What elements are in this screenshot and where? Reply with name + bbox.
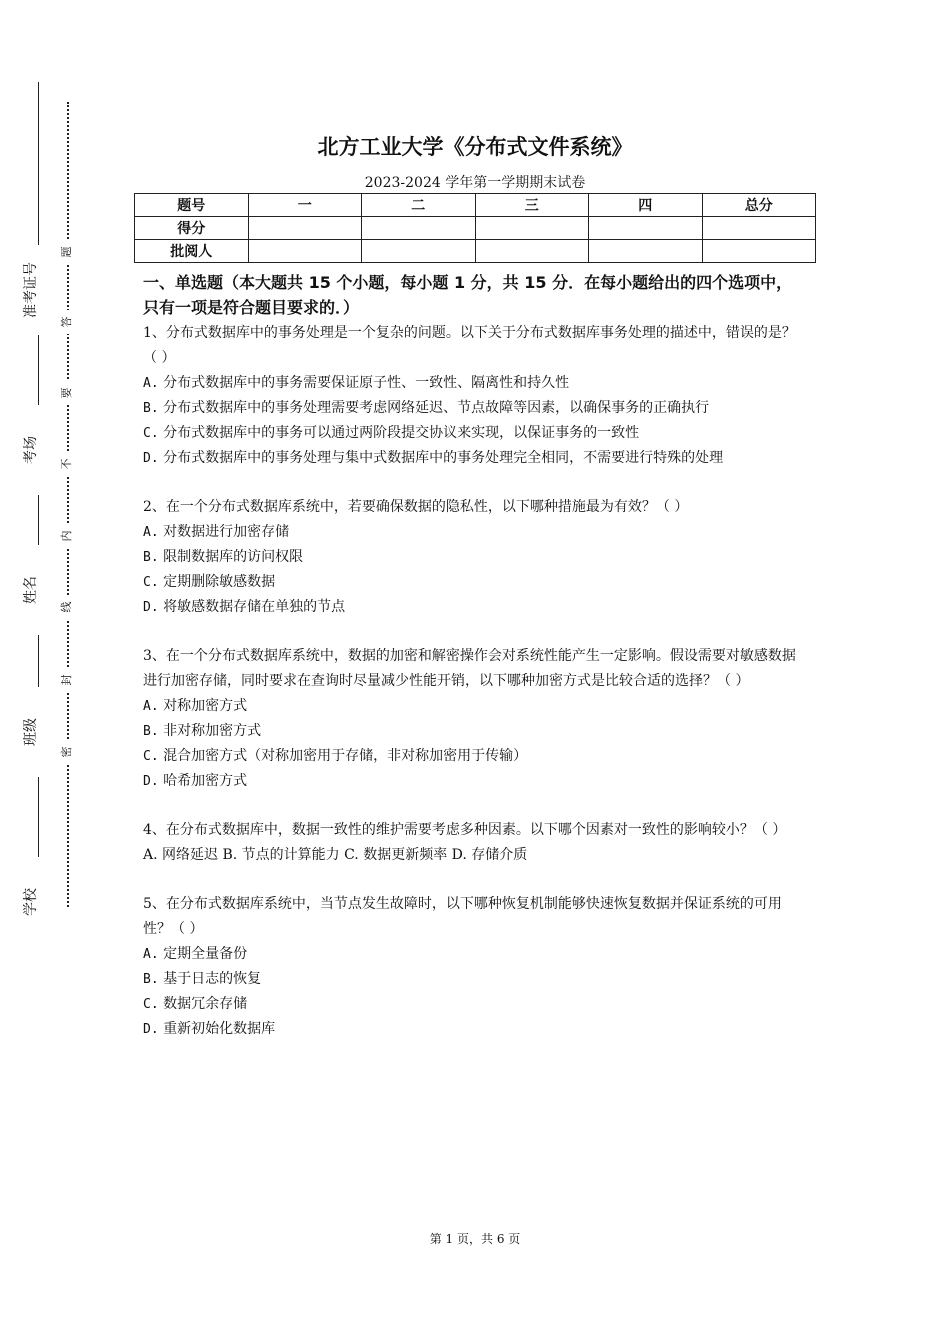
option-text: 数据冗余存储 [163,996,248,1012]
option-a [143,694,808,719]
exam-content [143,270,808,1042]
option-text: 对称加密方式 [163,698,248,714]
option-key: C. [143,426,159,441]
binding-field-class: 班级 [21,687,41,777]
option-text: 将敏感数据存储在单独的节点 [163,599,346,615]
question-2 [143,495,808,620]
option-b [143,967,808,992]
option-text: 混合加密方式（对称加密用于存储，非对称加密用于传输） [163,748,528,764]
question-3 [143,644,808,794]
option-d [143,1017,808,1042]
option-key: A. [143,376,159,391]
question-stem: 3、在一个分布式数据库系统中，数据的加密和解密操作会对系统性能产生一定影响。假设需要对敏感数据进行加密存储，同时要求在查询时尽量减少性能开销，以下哪种加密方式是比较合适的选择？（ ） [143,648,796,689]
option-text: 定期删除敏感数据 [163,574,276,590]
inline-options: A. 网络延迟 B. 节点的计算能力 C. 数据更新频率 D. 存储介质 [143,847,528,863]
seal-char: 封 [59,668,75,692]
option-d [143,446,808,471]
option-key: A. [143,947,159,962]
grader-row [135,240,816,263]
option-key: D. [143,451,159,466]
option-text: 对数据进行加密存储 [163,524,290,540]
seal-char: 密 [59,740,75,764]
exam-subtitle: 2023-2024 学年第一学期期末试卷 [364,175,586,191]
header-cell: 四 [589,194,703,217]
option-d [143,769,808,794]
score-cell [248,217,362,240]
option-d [143,595,808,620]
row-label: 得分 [135,217,249,240]
question-stem: 4、在分布式数据库中，数据一致性的维护需要考虑多种因素。以下哪个因素对一致性的影响较小？（ ） [143,822,787,838]
binding-field-school: 学校 [21,857,41,947]
option-b [143,545,808,570]
option-key: D. [143,600,159,615]
question-4 [143,818,808,868]
option-key: B. [143,401,159,416]
grader-cell [475,240,589,263]
option-text: 分布式数据库中的事务需要保证原子性、一致性、隔离性和持久性 [163,375,570,391]
option-key: D. [143,1022,159,1037]
score-cell [702,217,816,240]
option-key: A. [143,699,159,714]
option-key: C. [143,575,159,590]
option-a [143,520,808,545]
binding-solid-line [38,82,39,924]
option-text: 分布式数据库中的事务可以通过两阶段提交协议来实现，以保证事务的一致性 [163,425,640,441]
question-stem: 1、分布式数据库中的事务处理是一个复杂的问题。以下关于分布式数据库事务处理的描述中，错误的是？（ ） [143,325,796,366]
seal-char: 答 [59,310,75,334]
score-cell [589,217,703,240]
binding-field-name: 姓名 [21,545,41,635]
option-b [143,396,808,421]
option-text: 分布式数据库中的事务处理与集中式数据库中的事务处理完全相同，不需要进行特殊的处理 [163,450,724,466]
row-label: 批阅人 [135,240,249,263]
header-cell: 一 [248,194,362,217]
score-cell [362,217,476,240]
option-text: 限制数据库的访问权限 [163,549,304,565]
option-text: 定期全量备份 [163,946,248,962]
header-cell: 总分 [702,194,816,217]
header-cell: 二 [362,194,476,217]
page-number: 第 1 页，共 6 页 [429,1232,521,1246]
option-key: D. [143,774,159,789]
seal-char: 内 [59,524,75,548]
score-table [134,193,816,263]
question-1 [143,321,808,471]
option-text: 非对称加密方式 [163,723,262,739]
header-cell: 题号 [135,194,249,217]
option-key: A. [143,525,159,540]
option-text: 哈希加密方式 [163,773,248,789]
score-cell [475,217,589,240]
question-5 [143,892,808,1042]
option-c [143,421,808,446]
binding-field-admission-number: 准考证号 [21,245,41,335]
page-title: 北方工业大学《分布式文件系统》 [317,135,633,159]
header-cell: 三 [475,194,589,217]
option-b [143,719,808,744]
grader-cell [248,240,362,263]
binding-dotted-line [67,102,69,907]
score-table-header-row [135,194,816,217]
seal-char: 题 [59,240,75,264]
section-title: 一、单选题（本大题共 15 个小题，每小题 1 分，共 15 分．在每小题给出的四个选项中，只有一项是符合题目要求的．） [143,273,793,317]
option-a [143,371,808,396]
option-text: 分布式数据库中的事务处理需要考虑网络延迟、节点故障等因素，以确保事务的正确执行 [163,400,710,416]
option-c [143,570,808,595]
option-c [143,992,808,1017]
question-stem: 2、在一个分布式数据库系统中，若要确保数据的隐私性，以下哪种措施最为有效？（ ） [143,499,689,515]
option-key: B. [143,972,159,987]
binding-field-exam-room: 考场 [21,405,41,495]
seal-char: 线 [59,595,75,619]
question-stem: 5、在分布式数据库系统中，当节点发生故障时，以下哪种恢复机制能够快速恢复数据并保证系统的可用性？（ ） [143,896,782,937]
option-c [143,744,808,769]
option-key: C. [143,749,159,764]
option-key: B. [143,724,159,739]
seal-char: 不 [59,452,75,476]
score-row [135,217,816,240]
option-a [143,942,808,967]
grader-cell [589,240,703,263]
grader-cell [702,240,816,263]
grader-cell [362,240,476,263]
option-key: B. [143,550,159,565]
option-text: 基于日志的恢复 [163,971,262,987]
seal-char: 要 [59,381,75,405]
option-text: 重新初始化数据库 [163,1021,276,1037]
option-key: C. [143,997,159,1012]
